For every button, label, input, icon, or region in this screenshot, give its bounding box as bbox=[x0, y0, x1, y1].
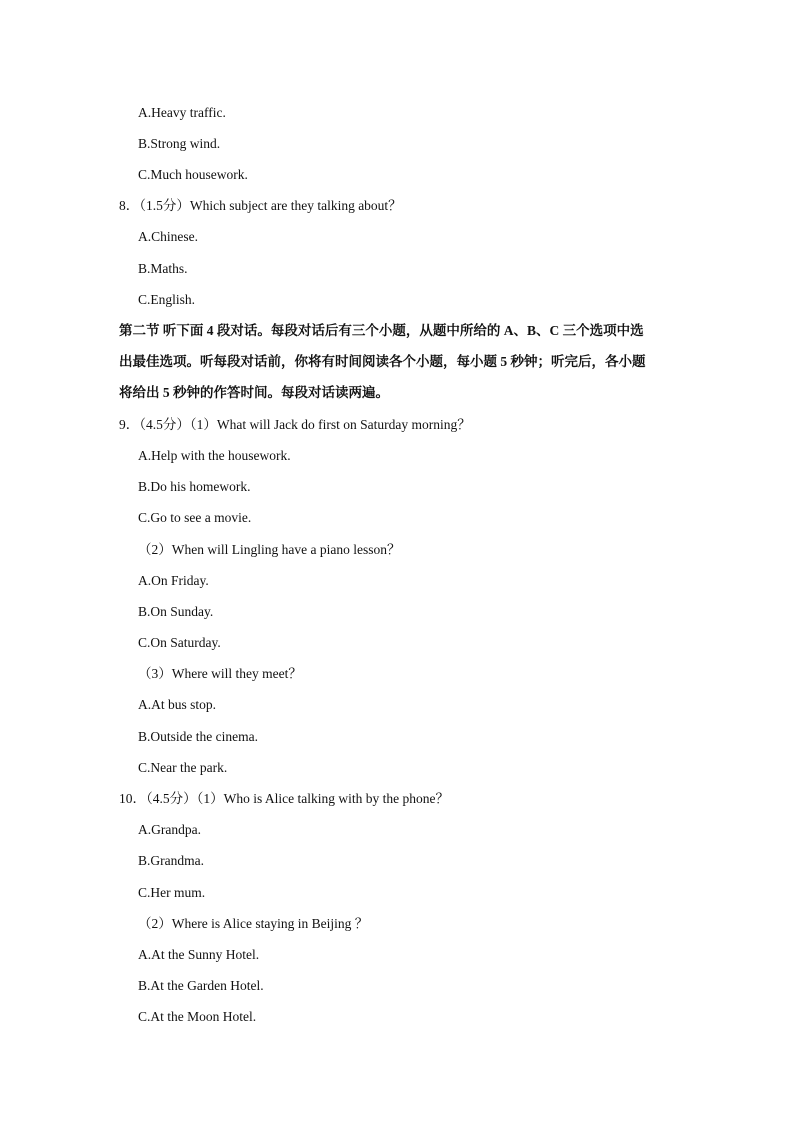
q9-p3-stem: （3）Where will they meet？ bbox=[138, 666, 302, 681]
section2-instruction-line3: 将给出 5 秒钟的作答时间。每段对话读两遍。 bbox=[119, 385, 389, 400]
q9-p1-option-c: C.Go to see a movie. bbox=[138, 510, 252, 525]
q9-p3-option-a: A.At bus stop. bbox=[138, 697, 217, 712]
q9-p3-option-c: C.Near the park. bbox=[138, 760, 228, 775]
q8-option-a: A.Chinese. bbox=[138, 229, 198, 244]
q7-option-c: C.Much housework. bbox=[138, 167, 248, 182]
q9-p3-option-b: B.Outside the cinema. bbox=[138, 729, 258, 744]
q8-option-c: C.English. bbox=[138, 292, 196, 307]
section2-instruction-line1: 第二节 听下面 4 段对话。每段对话后有三个小题，从题中所给的 A、B、C 三个选项中选 bbox=[119, 323, 644, 338]
q10-stem: 10．（4.5分）（1）Who is Alice talking with by the phone？ bbox=[119, 791, 449, 806]
q10-p2-option-c: C.At the Moon Hotel. bbox=[138, 1009, 257, 1024]
q7-option-b: B.Strong wind. bbox=[138, 136, 221, 151]
q9-p2-option-c: C.On Saturday. bbox=[138, 635, 221, 650]
q10-p2-option-a: A.At the Sunny Hotel. bbox=[138, 947, 260, 962]
q10-p2-option-b: B.At the Garden Hotel. bbox=[138, 978, 264, 993]
q9-p1-option-b: B.Do his homework. bbox=[138, 479, 251, 494]
q10-p1-option-a: A.Grandpa. bbox=[138, 822, 201, 837]
q7-option-a: A.Heavy traffic. bbox=[138, 105, 226, 120]
q10-p1-option-c: C.Her mum. bbox=[138, 885, 206, 900]
section2-instruction-line2: 出最佳选项。听每段对话前，你将有时间阅读各个小题，每小题 5 秒钟；听完后，各小题 bbox=[119, 354, 646, 369]
q9-p2-option-a: A.On Friday. bbox=[138, 573, 209, 588]
q10-p2-stem: （2）Where is Alice staying in Beijing ？ bbox=[138, 916, 369, 931]
q10-p1-option-b: B.Grandma. bbox=[138, 853, 204, 868]
q9-p2-option-b: B.On Sunday. bbox=[138, 604, 214, 619]
q9-p1-option-a: A.Help with the housework. bbox=[138, 448, 291, 463]
q8-stem: 8．（1.5分）Which subject are they talking about？ bbox=[119, 198, 402, 213]
q9-stem: 9．（4.5分）（1）What will Jack do first on Saturday morning？ bbox=[119, 417, 471, 432]
q9-p2-stem: （2）When will Lingling have a piano lesson？ bbox=[138, 542, 401, 557]
q8-option-b: B.Maths. bbox=[138, 261, 188, 276]
